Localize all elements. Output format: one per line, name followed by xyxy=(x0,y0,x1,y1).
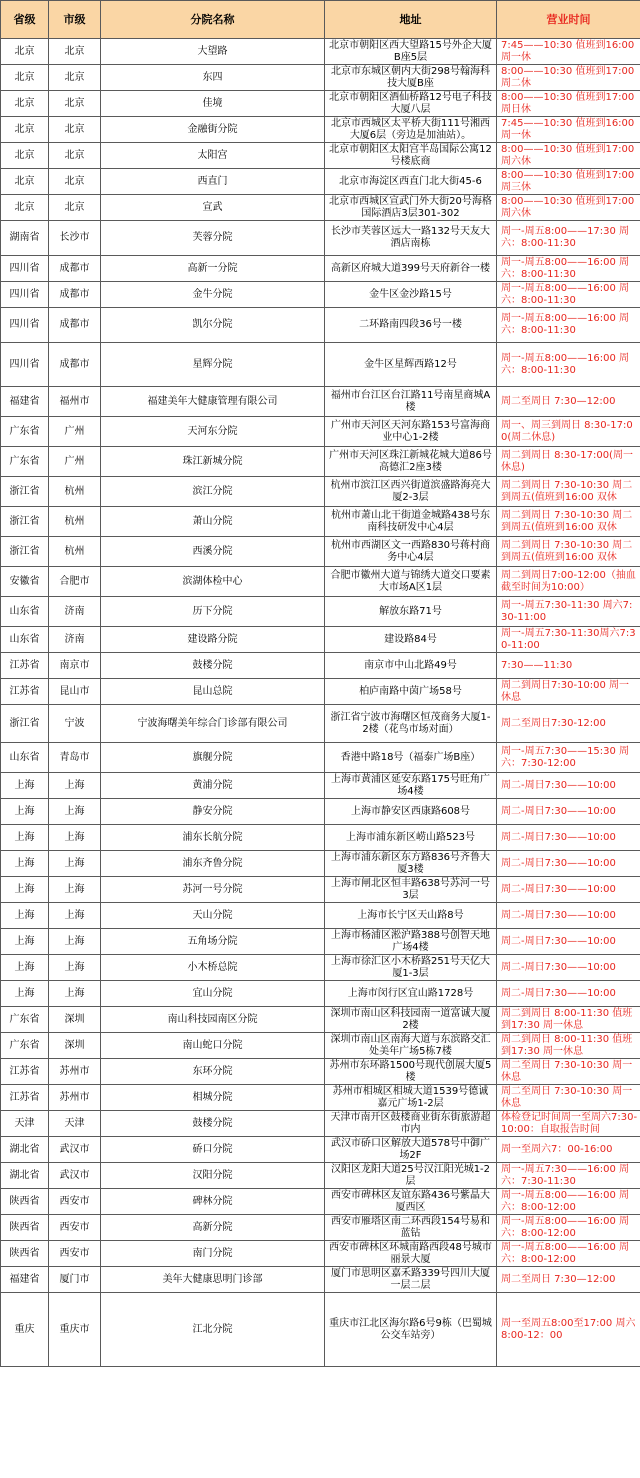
hours-cell: 8:00——10:30 值班到17:00 周二休 xyxy=(497,65,640,91)
city-cell: 北京 xyxy=(49,117,101,143)
city-cell: 西安市 xyxy=(49,1241,101,1267)
province-cell: 广东省 xyxy=(1,1033,49,1059)
table-row xyxy=(1,417,640,447)
city-cell: 合肥市 xyxy=(49,567,101,597)
branch-cell: 浦东齐鲁分院 xyxy=(101,851,325,877)
table-row xyxy=(1,1189,640,1215)
address-cell: 天津市南开区鼓楼商业街东街旅游超市内 xyxy=(325,1111,497,1137)
address-cell: 合肥市徽州大道与锦绣大道交口要素大市场A区1层 xyxy=(325,567,497,597)
address-cell: 上海市徐汇区小木桥路251号天亿大厦1-3层 xyxy=(325,955,497,981)
table-row xyxy=(1,1033,640,1059)
table-row xyxy=(1,1007,640,1033)
branch-cell: 黄浦分院 xyxy=(101,773,325,799)
branch-cell: 高新一分院 xyxy=(101,256,325,282)
city-cell: 广州 xyxy=(49,447,101,477)
branch-cell: 珠江新城分院 xyxy=(101,447,325,477)
city-cell: 深圳 xyxy=(49,1007,101,1033)
branch-cell: 高新分院 xyxy=(101,1215,325,1241)
hours-cell: 7:45——10:30 值班到16:00 周一休 xyxy=(497,39,640,65)
branch-cell: 五角场分院 xyxy=(101,929,325,955)
hours-cell: 周一-周五8:00——16:00 周六：8:00-11:30 xyxy=(497,308,640,343)
table-row xyxy=(1,1085,640,1111)
address-cell: 重庆市江北区海尔路6号9栋（巴蜀城公交车站旁） xyxy=(325,1293,497,1367)
hours-cell: 周一-周五8:00——16:00 周六：8:00-12:00 xyxy=(497,1215,640,1241)
branch-cell: 江北分院 xyxy=(101,1293,325,1367)
address-cell: 长沙市芙蓉区远大一路132号天友大酒店南栋 xyxy=(325,221,497,256)
header-address: 地址 xyxy=(325,1,497,39)
table-row xyxy=(1,679,640,705)
address-cell: 高新区府城大道399号天府新谷一楼 xyxy=(325,256,497,282)
address-cell: 上海市浦东新区东方路836号齐鲁大厦3楼 xyxy=(325,851,497,877)
branch-cell: 星辉分院 xyxy=(101,343,325,387)
hours-cell: 周二到周日7:00-12:00（抽血截至时间为10:00） xyxy=(497,567,640,597)
table-row xyxy=(1,597,640,627)
hours-cell: 7:45——10:30 值班到16:00 周一休 xyxy=(497,117,640,143)
address-cell: 杭州市西湖区文一西路830号蒋村商务中心4层 xyxy=(325,537,497,567)
address-cell: 北京市东城区朝内大街298号翰海科技大厦B座 xyxy=(325,65,497,91)
province-cell: 北京 xyxy=(1,65,49,91)
branch-cell: 建设路分院 xyxy=(101,627,325,653)
table-row xyxy=(1,705,640,743)
province-cell: 上海 xyxy=(1,825,49,851)
hours-cell: 8:00——10:30 值班到17:00 周六休 xyxy=(497,143,640,169)
city-cell: 北京 xyxy=(49,195,101,221)
hours-cell: 周一-周五8:00——16:00 周六：8:00-11:30 xyxy=(497,343,640,387)
table-row xyxy=(1,256,640,282)
table-row xyxy=(1,1163,640,1189)
branch-cell: 佳境 xyxy=(101,91,325,117)
hours-cell: 周一至周六7：00-16:00 xyxy=(497,1137,640,1163)
branch-cell: 宣武 xyxy=(101,195,325,221)
address-cell: 柏庐南路中茵广场58号 xyxy=(325,679,497,705)
branch-cell: 天山分院 xyxy=(101,903,325,929)
province-cell: 广东省 xyxy=(1,417,49,447)
province-cell: 福建省 xyxy=(1,387,49,417)
address-cell: 浙江省宁波市海曙区恒茂商务大厦1-2楼（花鸟市场对面） xyxy=(325,705,497,743)
province-cell: 陕西省 xyxy=(1,1189,49,1215)
city-cell: 济南 xyxy=(49,597,101,627)
hours-cell: 周一-周五7:30——16:00 周六：7:30-11:30 xyxy=(497,1163,640,1189)
province-cell: 北京 xyxy=(1,117,49,143)
city-cell: 上海 xyxy=(49,825,101,851)
province-cell: 湖南省 xyxy=(1,221,49,256)
city-cell: 济南 xyxy=(49,627,101,653)
header-row xyxy=(1,1,640,39)
province-cell: 广东省 xyxy=(1,1007,49,1033)
province-cell: 浙江省 xyxy=(1,507,49,537)
header-province: 省级 xyxy=(1,1,49,39)
address-cell: 北京市朝阳区太阳宫半岛国际公寓12号楼底商 xyxy=(325,143,497,169)
branch-cell: 汉阳分院 xyxy=(101,1163,325,1189)
branch-cell: 小木桥总院 xyxy=(101,955,325,981)
table-row xyxy=(1,477,640,507)
province-cell: 上海 xyxy=(1,799,49,825)
address-cell: 深圳市南山区科技园南一道富诚大厦2楼 xyxy=(325,1007,497,1033)
city-cell: 厦门市 xyxy=(49,1267,101,1293)
city-cell: 北京 xyxy=(49,143,101,169)
hours-cell: 8:00——10:30 值班到17:00 周六休 xyxy=(497,195,640,221)
hours-cell: 周二到周日 7:30-10:30 周二到周五(值班到16:00 双休 xyxy=(497,537,640,567)
city-cell: 武汉市 xyxy=(49,1137,101,1163)
address-cell: 杭州市滨江区西兴街道滨盛路海亮大厦2-3层 xyxy=(325,477,497,507)
city-cell: 上海 xyxy=(49,903,101,929)
hours-cell: 周二-周日7:30——10:00 xyxy=(497,877,640,903)
province-cell: 上海 xyxy=(1,851,49,877)
table-row xyxy=(1,117,640,143)
branch-cell: 相城分院 xyxy=(101,1085,325,1111)
branch-cell: 宁波海曙美年综合门诊部有限公司 xyxy=(101,705,325,743)
hours-cell: 周二-周日7:30——10:00 xyxy=(497,903,640,929)
city-cell: 北京 xyxy=(49,65,101,91)
table-row xyxy=(1,627,640,653)
city-cell: 上海 xyxy=(49,955,101,981)
table-row xyxy=(1,567,640,597)
province-cell: 上海 xyxy=(1,877,49,903)
hours-cell: 周一-周五8:00——17:30 周六：8:00-11:30 xyxy=(497,221,640,256)
table-row xyxy=(1,929,640,955)
table-row xyxy=(1,903,640,929)
hours-cell: 周二-周日7:30——10:00 xyxy=(497,981,640,1007)
hours-cell: 周一-周五8:00——16:00 周六：8:00-11:30 xyxy=(497,282,640,308)
branch-cell: 金牛分院 xyxy=(101,282,325,308)
branch-cell: 西溪分院 xyxy=(101,537,325,567)
table-row xyxy=(1,1215,640,1241)
table-row xyxy=(1,825,640,851)
table-row xyxy=(1,91,640,117)
hours-cell: 周二-周日7:30——10:00 xyxy=(497,773,640,799)
address-cell: 二环路南四段36号一楼 xyxy=(325,308,497,343)
hours-cell: 周二-周日7:30——10:00 xyxy=(497,955,640,981)
address-cell: 金牛区金沙路15号 xyxy=(325,282,497,308)
hours-cell: 周二至周日 7:30-10:30 周一休息 xyxy=(497,1085,640,1111)
city-cell: 长沙市 xyxy=(49,221,101,256)
city-cell: 福州市 xyxy=(49,387,101,417)
branch-cell: 美年大健康思明门诊部 xyxy=(101,1267,325,1293)
table-body xyxy=(1,39,640,1367)
city-cell: 上海 xyxy=(49,799,101,825)
city-cell: 上海 xyxy=(49,773,101,799)
city-cell: 北京 xyxy=(49,169,101,195)
branch-cell: 宜山分院 xyxy=(101,981,325,1007)
table-row xyxy=(1,195,640,221)
hours-cell: 周一、周三到周日 8:30-17:00(周二休息) xyxy=(497,417,640,447)
table-row xyxy=(1,537,640,567)
header-city: 市级 xyxy=(49,1,101,39)
table-row xyxy=(1,877,640,903)
branch-cell: 碑林分院 xyxy=(101,1189,325,1215)
city-cell: 西安市 xyxy=(49,1189,101,1215)
province-cell: 陕西省 xyxy=(1,1241,49,1267)
address-cell: 北京市西城区太平桥大街111号湘西大厦6层（旁边是加油站）。 xyxy=(325,117,497,143)
province-cell: 福建省 xyxy=(1,1267,49,1293)
province-cell: 四川省 xyxy=(1,282,49,308)
address-cell: 汉阳区龙阳大道25号汉江阳光城1-2层 xyxy=(325,1163,497,1189)
city-cell: 杭州 xyxy=(49,477,101,507)
table-row xyxy=(1,743,640,773)
branch-cell: 大望路 xyxy=(101,39,325,65)
city-cell: 苏州市 xyxy=(49,1085,101,1111)
hours-cell: 周二到周日 7:30-10:30 周二到周五(值班到16:00 双休 xyxy=(497,507,640,537)
province-cell: 浙江省 xyxy=(1,477,49,507)
table-row xyxy=(1,447,640,477)
branch-cell: 历下分院 xyxy=(101,597,325,627)
branch-cell: 金融街分院 xyxy=(101,117,325,143)
table-row xyxy=(1,169,640,195)
address-cell: 上海市闵行区宜山路1728号 xyxy=(325,981,497,1007)
table-row xyxy=(1,1111,640,1137)
city-cell: 武汉市 xyxy=(49,1163,101,1189)
address-cell: 西安市碑林区环城南路西段48号城市丽景大厦 xyxy=(325,1241,497,1267)
address-cell: 深圳市南山区南海大道与东滨路交汇处美年广场5栋7楼 xyxy=(325,1033,497,1059)
city-cell: 南京市 xyxy=(49,653,101,679)
city-cell: 杭州 xyxy=(49,507,101,537)
table-row xyxy=(1,308,640,343)
city-cell: 西安市 xyxy=(49,1215,101,1241)
table-row xyxy=(1,65,640,91)
table-row xyxy=(1,39,640,65)
city-cell: 上海 xyxy=(49,929,101,955)
branch-cell: 芙蓉分院 xyxy=(101,221,325,256)
hours-cell: 周二至周日 7:30-10:30 周一休息 xyxy=(497,1059,640,1085)
province-cell: 北京 xyxy=(1,143,49,169)
address-cell: 香港中路18号（福泰广场B座） xyxy=(325,743,497,773)
branch-cell: 鼓楼分院 xyxy=(101,653,325,679)
city-cell: 昆山市 xyxy=(49,679,101,705)
address-cell: 解放东路71号 xyxy=(325,597,497,627)
hours-cell: 周二到周日 8:30-17:00(周一休息) xyxy=(497,447,640,477)
table-row xyxy=(1,143,640,169)
hours-cell: 7:30——11:30 xyxy=(497,653,640,679)
address-cell: 上海市杨浦区淞沪路388号创智天地广场4楼 xyxy=(325,929,497,955)
table-row xyxy=(1,343,640,387)
hours-cell: 周二至周日7:30-12:00 xyxy=(497,705,640,743)
address-cell: 金牛区星辉西路12号 xyxy=(325,343,497,387)
address-cell: 广州市天河区天河东路153号富海商业中心1-2楼 xyxy=(325,417,497,447)
hours-cell: 周二至周日 7:30—12:00 xyxy=(497,1267,640,1293)
province-cell: 山东省 xyxy=(1,743,49,773)
header-branch: 分院名称 xyxy=(101,1,325,39)
address-cell: 广州市天河区珠江新城花城大道86号高德汇2座3楼 xyxy=(325,447,497,477)
branch-cell: 南山科技园南区分院 xyxy=(101,1007,325,1033)
city-cell: 宁波 xyxy=(49,705,101,743)
address-cell: 上海市闸北区恒丰路638号苏河一号3层 xyxy=(325,877,497,903)
table-row xyxy=(1,1293,640,1367)
address-cell: 厦门市思明区嘉禾路339号四川大厦一层二层 xyxy=(325,1267,497,1293)
province-cell: 北京 xyxy=(1,169,49,195)
branch-cell: 旗舰分院 xyxy=(101,743,325,773)
address-cell: 苏州市相城区相城大道1539号德诚嘉元广场1-2层 xyxy=(325,1085,497,1111)
province-cell: 四川省 xyxy=(1,256,49,282)
province-cell: 北京 xyxy=(1,195,49,221)
table-row xyxy=(1,387,640,417)
province-cell: 浙江省 xyxy=(1,537,49,567)
city-cell: 上海 xyxy=(49,851,101,877)
branch-cell: 太阳宫 xyxy=(101,143,325,169)
province-cell: 上海 xyxy=(1,773,49,799)
address-cell: 南京市中山北路49号 xyxy=(325,653,497,679)
hours-cell: 周二到周日 7:30-10:30 周二到周五(值班到16:00 双休 xyxy=(497,477,640,507)
province-cell: 江苏省 xyxy=(1,1085,49,1111)
address-cell: 上海市长宁区天山路8号 xyxy=(325,903,497,929)
hours-cell: 周一-周五8:00——16:00 周六：8:00-12:00 xyxy=(497,1189,640,1215)
header-hours: 营业时间 xyxy=(497,1,640,39)
province-cell: 陕西省 xyxy=(1,1215,49,1241)
address-cell: 上海市黄浦区延安东路175号旺角广场4楼 xyxy=(325,773,497,799)
province-cell: 江苏省 xyxy=(1,1059,49,1085)
province-cell: 上海 xyxy=(1,955,49,981)
province-cell: 上海 xyxy=(1,929,49,955)
hours-cell: 体检登记时间周一至周六7:30-10:00：自取报告时间 xyxy=(497,1111,640,1137)
city-cell: 北京 xyxy=(49,39,101,65)
branch-cell: 福建美年大健康管理有限公司 xyxy=(101,387,325,417)
city-cell: 成都市 xyxy=(49,282,101,308)
hours-cell: 周二至周日 7:30—12:00 xyxy=(497,387,640,417)
hours-cell: 周二到周日 8:00-11:30 值班到17:30 周一休息 xyxy=(497,1007,640,1033)
branch-cell: 滨江分院 xyxy=(101,477,325,507)
table-row xyxy=(1,653,640,679)
table-row xyxy=(1,1267,640,1293)
table-row xyxy=(1,851,640,877)
city-cell: 深圳 xyxy=(49,1033,101,1059)
branch-cell: 南山蛇口分院 xyxy=(101,1033,325,1059)
table-row xyxy=(1,282,640,308)
branch-cell: 西直门 xyxy=(101,169,325,195)
hours-cell: 周二-周日7:30——10:00 xyxy=(497,929,640,955)
hours-cell: 周一-周五8:00——16:00 周六：8:00-12:00 xyxy=(497,1241,640,1267)
province-cell: 重庆 xyxy=(1,1293,49,1367)
city-cell: 上海 xyxy=(49,877,101,903)
province-cell: 湖北省 xyxy=(1,1163,49,1189)
branch-cell: 天河东分院 xyxy=(101,417,325,447)
city-cell: 成都市 xyxy=(49,256,101,282)
branch-cell: 静安分院 xyxy=(101,799,325,825)
address-cell: 建设路84号 xyxy=(325,627,497,653)
city-cell: 青岛市 xyxy=(49,743,101,773)
branch-cell: 滨湖体检中心 xyxy=(101,567,325,597)
city-cell: 苏州市 xyxy=(49,1059,101,1085)
table-row xyxy=(1,799,640,825)
province-cell: 四川省 xyxy=(1,308,49,343)
province-cell: 天津 xyxy=(1,1111,49,1137)
address-cell: 西安市雁塔区南二环西段154号易和蓝钻 xyxy=(325,1215,497,1241)
hours-cell: 周二到周日7:30-10:00 周一休息 xyxy=(497,679,640,705)
hours-cell: 周一至周五8:00至17:00 周六8:00-12：00 xyxy=(497,1293,640,1367)
table-row xyxy=(1,221,640,256)
province-cell: 上海 xyxy=(1,903,49,929)
province-cell: 上海 xyxy=(1,981,49,1007)
table-row xyxy=(1,1137,640,1163)
city-cell: 成都市 xyxy=(49,308,101,343)
city-cell: 北京 xyxy=(49,91,101,117)
province-cell: 北京 xyxy=(1,39,49,65)
province-cell: 北京 xyxy=(1,91,49,117)
address-cell: 北京市朝阳区酒仙桥路12号电子科技大厦八层 xyxy=(325,91,497,117)
branch-cell: 凯尔分院 xyxy=(101,308,325,343)
address-cell: 北京市海淀区西直门北大街45-6 xyxy=(325,169,497,195)
province-cell: 四川省 xyxy=(1,343,49,387)
province-cell: 浙江省 xyxy=(1,705,49,743)
city-cell: 杭州 xyxy=(49,537,101,567)
province-cell: 山东省 xyxy=(1,627,49,653)
table-row xyxy=(1,981,640,1007)
hours-cell: 周二-周日7:30——10:00 xyxy=(497,825,640,851)
province-cell: 江苏省 xyxy=(1,653,49,679)
hours-cell: 周二-周日7:30——10:00 xyxy=(497,799,640,825)
province-cell: 安徽省 xyxy=(1,567,49,597)
hours-cell: 8:00——10:30 值班到17:00 周三休 xyxy=(497,169,640,195)
branch-cell: 浦东长航分院 xyxy=(101,825,325,851)
address-cell: 福州市台江区台江路11号南星商城A楼 xyxy=(325,387,497,417)
province-cell: 广东省 xyxy=(1,447,49,477)
branch-cell: 鼓楼分院 xyxy=(101,1111,325,1137)
hours-cell: 周一-周五7:30——15:30 周六：7:30-12:00 xyxy=(497,743,640,773)
hours-cell: 周二到周日 8:00-11:30 值班到17:30 周一休息 xyxy=(497,1033,640,1059)
branch-cell: 硚口分院 xyxy=(101,1137,325,1163)
city-cell: 广州 xyxy=(49,417,101,447)
city-cell: 上海 xyxy=(49,981,101,1007)
province-cell: 山东省 xyxy=(1,597,49,627)
branch-cell: 苏河一号分院 xyxy=(101,877,325,903)
city-cell: 成都市 xyxy=(49,343,101,387)
hours-cell: 周一-周五7:30-11:30 周六7:30-11:00 xyxy=(497,597,640,627)
province-cell: 湖北省 xyxy=(1,1137,49,1163)
address-cell: 苏州市东环路1500号现代创展大厦5楼 xyxy=(325,1059,497,1085)
address-cell: 北京市西城区宣武门外大街20号海格国际酒店3层301-302 xyxy=(325,195,497,221)
branch-cell: 萧山分院 xyxy=(101,507,325,537)
address-cell: 武汉市硚口区解放大道578号中御广场2F xyxy=(325,1137,497,1163)
hours-cell: 周一-周五8:00——16:00 周六：8:00-11:30 xyxy=(497,256,640,282)
table-row xyxy=(1,1059,640,1085)
hours-cell: 8:00——10:30 值班到17:00 周日休 xyxy=(497,91,640,117)
address-cell: 西安市碑林区友谊东路436号紫晶大厦西区 xyxy=(325,1189,497,1215)
province-cell: 江苏省 xyxy=(1,679,49,705)
table-row xyxy=(1,955,640,981)
table-row xyxy=(1,507,640,537)
hours-cell: 周一-周五7:30-11:30周六7:30-11:00 xyxy=(497,627,640,653)
table-row xyxy=(1,773,640,799)
hours-cell: 周二-周日7:30——10:00 xyxy=(497,851,640,877)
address-cell: 北京市朝阳区西大望路15号外企大厦B座5层 xyxy=(325,39,497,65)
address-cell: 上海市浦东新区崂山路523号 xyxy=(325,825,497,851)
branch-cell: 南门分院 xyxy=(101,1241,325,1267)
branch-cell: 昆山总院 xyxy=(101,679,325,705)
table-row xyxy=(1,1241,640,1267)
city-cell: 重庆市 xyxy=(49,1293,101,1367)
branch-cell: 东环分院 xyxy=(101,1059,325,1085)
city-cell: 天津 xyxy=(49,1111,101,1137)
branch-cell: 东四 xyxy=(101,65,325,91)
address-cell: 杭州市萧山北干街道金城路438号东南科技研发中心4层 xyxy=(325,507,497,537)
address-cell: 上海市静安区西康路608号 xyxy=(325,799,497,825)
